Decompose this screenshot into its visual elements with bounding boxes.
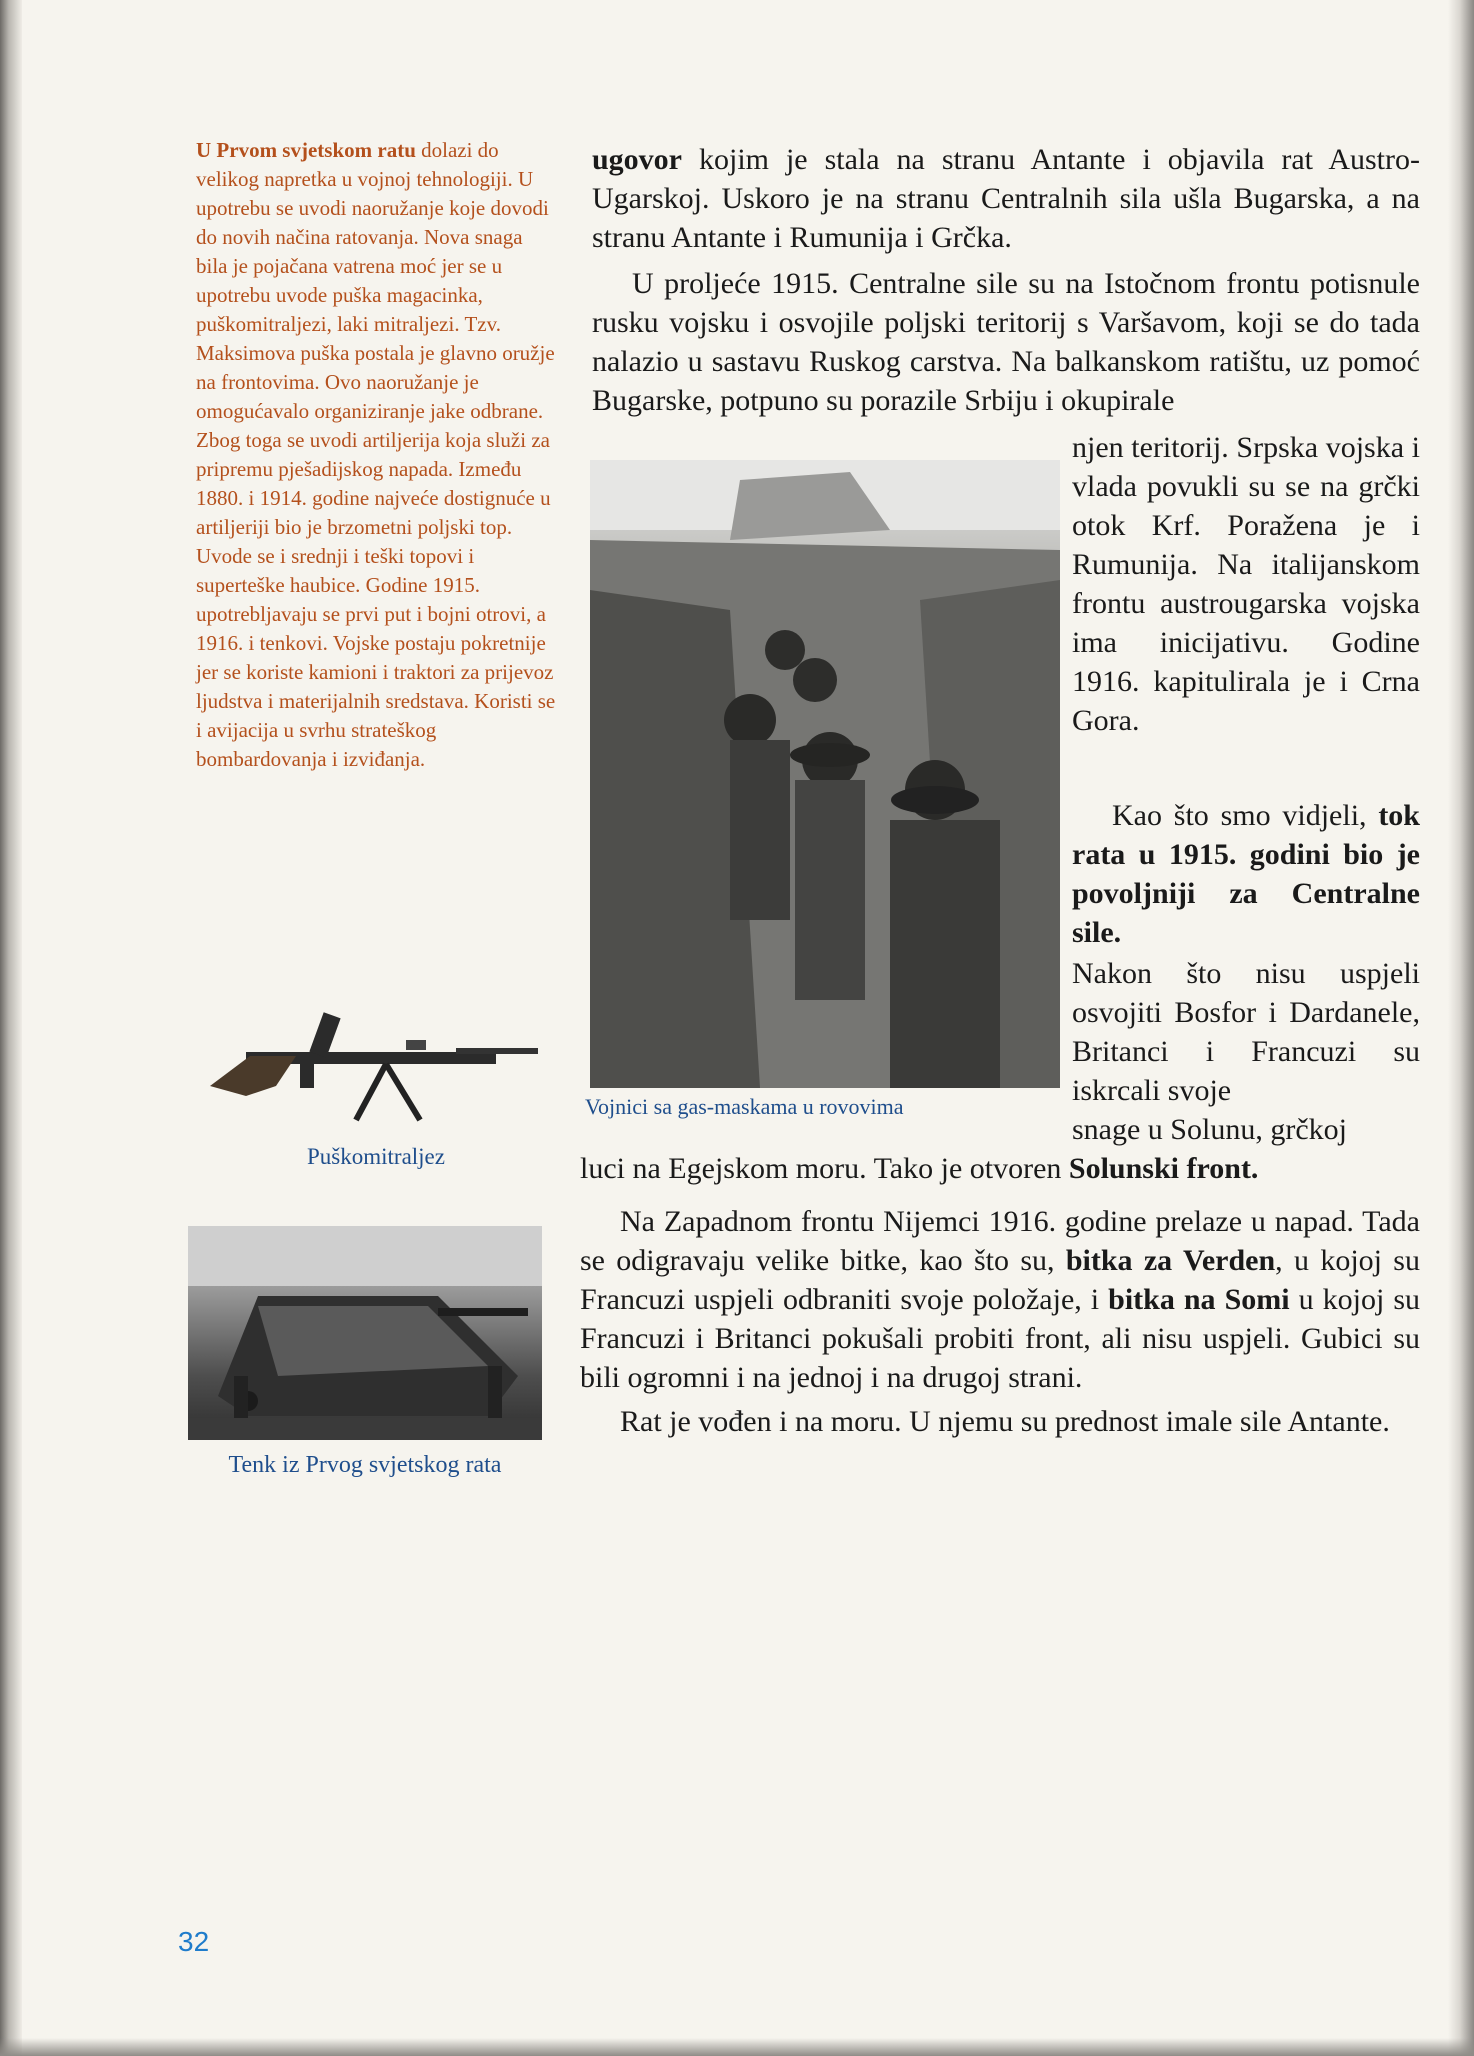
p5-text: Rat je vođen i na moru. U njemu su prednost imale sile Antante.: [620, 1405, 1390, 1438]
paragraph-3: [1072, 796, 1420, 952]
paragraph-4: [580, 1202, 1420, 1397]
p1-bold: ugovor: [592, 143, 682, 176]
paragraph-1: [592, 140, 1420, 257]
machine-gun-caption: Puškomitraljez: [307, 1144, 445, 1169]
page-edge-shadow: [1448, 0, 1474, 2056]
paragraph-3-end: [580, 1110, 1420, 1188]
paragraph-2-continued: [1072, 428, 1420, 740]
paragraph-2: [592, 264, 1420, 420]
p3-text: Kao što smo vidjeli,: [1112, 799, 1379, 832]
tank-caption: Tenk iz Prvog svjetskog rata: [228, 1452, 502, 1478]
page-binding-shadow: [0, 0, 22, 2056]
p4-text-c: u kojoj su Francuzi i Britanci pokušali probiti front, ali nisu uspjeli. Gubici su bili ogromni i na jednoj i na drugoj strani.: [580, 1283, 1420, 1394]
p3c-text: luci na Egejskom moru. Tako je otvoren: [580, 1152, 1069, 1185]
page-number: 32: [178, 1926, 210, 1957]
trench-photo: [590, 460, 1060, 1088]
sidebar-lead: U Prvom svjetskom ratu: [196, 138, 416, 162]
page-bottom-shadow: [0, 2038, 1474, 2056]
trench-caption: Vojnici sa gas-maskama u rovovima: [585, 1094, 904, 1119]
paragraph-5: [580, 1402, 1420, 1441]
p4-bold-somi: bitka na Somi: [1108, 1283, 1290, 1316]
p3b-text: Nakon što nisu uspjeli osvojiti Bosfor i Dardanele, Britanci i Francuzi su iskrcali svoje: [1072, 957, 1420, 1107]
p4-text-b: , u kojoj su Francuzi uspjeli odbraniti svoje položaje, i: [580, 1244, 1420, 1316]
tank-photo: [188, 1226, 542, 1440]
p2b-text: njen teritorij. Srpska vojska i vlada povukli su se na grčki otok Krf. Poražena je i Rumunija. Na italijanskom frontu austrougarska vojska ima inicijativu. Godine 1916. kapitulirala je i Crna Gora.: [1072, 431, 1420, 737]
p4-text-a: Na Zapadnom frontu Nijemci 1916. godine prelaze u napad. Tada se odigravaju velike bitke, kao što su,: [580, 1205, 1420, 1277]
p2-text: U proljeće 1915. Centralne sile su na Istočnom frontu potisnule rusku vojsku i osvojile poljski teritorij s Varšavom, koji se do tada nalazio u sastavu Ruskog carstva. Na balkanskom ratištu, uz pomoć Bugarske, potpuno su porazile Srbiju i okupirale: [592, 267, 1420, 417]
p1-text: kojim je stala na stranu Antante i objavila rat Austro-Ugarskoj. Uskoro je na stranu Centralnih sila ušla Bugarska, a na stranu Antante i Rumunija i Grčka.: [592, 143, 1420, 254]
sidebar-note: [196, 136, 556, 774]
p4-bold-verden: bitka za Verden: [1065, 1244, 1276, 1277]
sidebar-text: dolazi do velikog napretka u vojnoj tehnologiji. U upotrebu se uvodi naoružanje koje dovodi do novih načina ratovanja. Nova snaga bila je pojačana vatrena moć jer se u upotrebu uvode puška magacinka, puškomitraljezi, laki mitraljezi. Tzv. Maksimova puška postala je glavno oružje na frontovima. Ovo naoružanje je omogućavalo organiziranje jake odbrane. Zbog toga se uvodi artiljerija koja služi za pripremu pješadijskog napada. Između 1880. i 1914. godine najveće dostignuće u artiljeriji bio je brzometni poljski top. Uvode se i srednji i teški topovi i superteške haubice. Godine 1915. upotrebljavaju se prvi put i bojni otrovi, a 1916. i tenkovi. Vojske postaju pokretnije jer se koriste kamioni i traktori za prijevoz ljudstva i materijalnih sredstava. Koristi se i avijacija u svrhu strateškog bombardovanja i izviđanja.: [196, 138, 556, 771]
paragraph-3-continued: [1072, 954, 1420, 1110]
p3c-bold: Solunski front.: [1068, 1152, 1259, 1185]
p3c-line1: snage u Solunu, grčkoj: [1072, 1113, 1347, 1146]
machine-gun-image: [206, 990, 546, 1140]
p3-bold: tok rata u 1915. godini bio je povoljniji za Centralne sile.: [1072, 799, 1420, 949]
